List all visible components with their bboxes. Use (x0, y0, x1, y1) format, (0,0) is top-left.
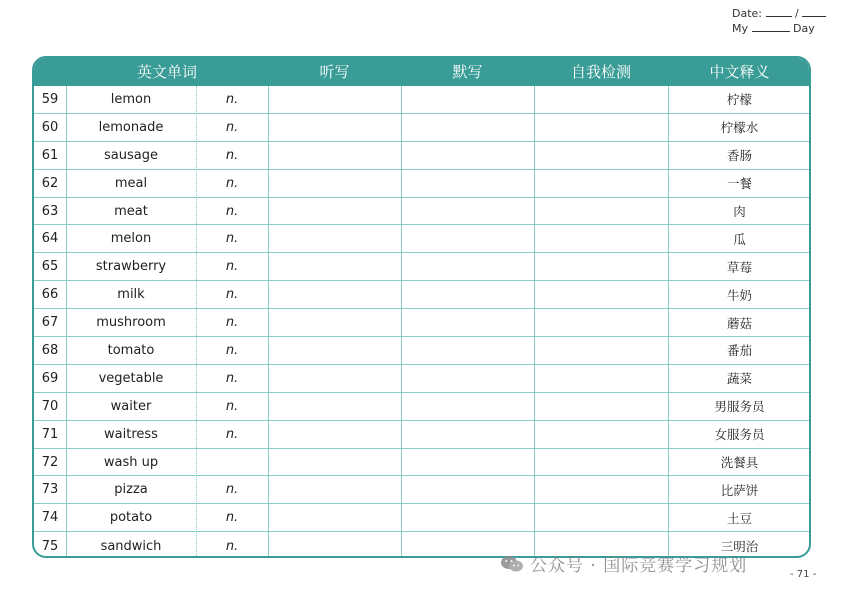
dictation-cell[interactable] (268, 198, 401, 225)
chinese-meaning: 女服务员 (714, 427, 765, 443)
watermark-text: 公众号 · 国际竞赛学习规划 (530, 556, 748, 576)
dictation-cell[interactable] (268, 86, 401, 113)
chinese-meaning: 比萨饼 (720, 482, 759, 498)
written-recall-cell[interactable] (401, 114, 534, 141)
chinese-meaning: 三明治 (720, 539, 759, 555)
english-word: lemon (110, 91, 152, 107)
part-of-speech: n. (225, 91, 239, 107)
written-recall-cell[interactable] (401, 421, 534, 448)
written-recall-cell[interactable] (401, 170, 534, 197)
dictation-cell[interactable] (268, 114, 401, 141)
day-count-blank (752, 21, 790, 32)
english-word: meat (114, 203, 148, 219)
table-row (34, 142, 809, 170)
table-row (34, 309, 809, 337)
watermark (500, 551, 747, 576)
row-number: 61 (41, 147, 59, 163)
table-row (34, 225, 809, 253)
part-of-speech: n. (225, 175, 239, 191)
self-check-cell[interactable] (534, 504, 668, 531)
part-of-speech: n. (225, 398, 239, 414)
row-number: 66 (41, 287, 59, 303)
english-word: potato (109, 510, 153, 526)
date-block (732, 6, 826, 36)
written-recall-cell[interactable] (401, 309, 534, 336)
row-number: 63 (41, 203, 59, 219)
dictation-cell[interactable] (268, 170, 401, 197)
table-row (34, 449, 809, 477)
dictation-cell[interactable] (268, 393, 401, 420)
english-word: sandwich (100, 538, 162, 554)
dictation-cell[interactable] (268, 309, 401, 336)
row-number: 67 (41, 315, 59, 331)
table-row (34, 198, 809, 226)
table-row (34, 86, 809, 114)
row-number: 72 (41, 454, 59, 470)
self-check-cell[interactable] (534, 449, 668, 476)
date-line (732, 6, 826, 21)
header-chinese-meaning: 中文释义 (709, 63, 770, 81)
chinese-meaning: 柠檬 (726, 92, 752, 108)
written-recall-cell[interactable] (401, 86, 534, 113)
self-check-cell[interactable] (534, 309, 668, 336)
chinese-meaning: 洗餐具 (720, 455, 759, 471)
english-word: lemonade (98, 119, 164, 135)
written-recall-cell[interactable] (401, 449, 534, 476)
written-recall-cell[interactable] (401, 225, 534, 252)
english-word: meal (114, 175, 148, 191)
chinese-meaning: 蘑菇 (726, 315, 752, 331)
dictation-cell[interactable] (268, 253, 401, 280)
self-check-cell[interactable] (534, 198, 668, 225)
self-check-cell[interactable] (534, 86, 668, 113)
part-of-speech: n. (225, 510, 239, 526)
self-check-cell[interactable] (534, 142, 668, 169)
chinese-meaning: 瓜 (733, 231, 746, 247)
table-row (34, 421, 809, 449)
table-row (34, 170, 809, 198)
date-month-blank (766, 6, 792, 17)
english-word: strawberry (95, 259, 167, 275)
table-row (34, 337, 809, 365)
part-of-speech: n. (225, 203, 239, 219)
part-of-speech: n. (225, 482, 239, 498)
date-label: Date: (732, 7, 762, 20)
table-row (34, 253, 809, 281)
part-of-speech: n. (225, 119, 239, 135)
self-check-cell[interactable] (534, 170, 668, 197)
header-self-check: 自我检测 (570, 63, 631, 81)
dictation-cell[interactable] (268, 337, 401, 364)
dictation-cell[interactable] (268, 504, 401, 531)
day-label: Day (793, 22, 815, 35)
row-number: 62 (41, 175, 59, 191)
chinese-meaning: 蔬菜 (726, 371, 752, 387)
row-number: 68 (41, 342, 59, 358)
chinese-meaning: 香肠 (726, 148, 752, 164)
english-word: tomato (107, 342, 155, 358)
chinese-meaning: 番茄 (726, 343, 752, 359)
english-word: mushroom (96, 315, 166, 331)
written-recall-cell[interactable] (401, 365, 534, 392)
chinese-meaning: 草莓 (726, 259, 752, 275)
chinese-meaning: 牛奶 (726, 287, 752, 303)
written-recall-cell[interactable] (401, 253, 534, 280)
part-of-speech: n. (225, 426, 239, 442)
vocabulary-table (32, 56, 811, 558)
row-number: 59 (41, 91, 59, 107)
table-row (34, 393, 809, 421)
part-of-speech: n. (225, 231, 239, 247)
row-number: 73 (41, 482, 59, 498)
english-word: milk (117, 287, 145, 303)
part-of-speech: n. (225, 342, 239, 358)
written-recall-cell[interactable] (401, 198, 534, 225)
table-body (34, 86, 809, 558)
part-of-speech: n. (225, 287, 239, 303)
wechat-icon (500, 555, 524, 573)
part-of-speech: n. (225, 147, 239, 163)
self-check-cell[interactable] (534, 114, 668, 141)
english-word: waiter (110, 398, 152, 414)
chinese-meaning: 一餐 (726, 176, 752, 192)
dictation-cell[interactable] (268, 421, 401, 448)
self-check-cell[interactable] (534, 421, 668, 448)
written-recall-cell[interactable] (401, 476, 534, 503)
dictation-cell[interactable] (268, 449, 401, 476)
self-check-cell[interactable] (534, 253, 668, 280)
dictation-cell[interactable] (268, 142, 401, 169)
english-word: waitress (104, 426, 158, 442)
english-word: wash up (103, 454, 159, 470)
self-check-cell[interactable] (534, 476, 668, 503)
row-number: 74 (41, 510, 59, 526)
written-recall-cell[interactable] (401, 281, 534, 308)
self-check-cell[interactable] (534, 393, 668, 420)
part-of-speech: n. (225, 370, 239, 386)
self-check-cell[interactable] (534, 281, 668, 308)
table-row (34, 476, 809, 504)
part-of-speech: n. (225, 315, 239, 331)
row-number: 71 (41, 426, 59, 442)
chinese-meaning: 土豆 (726, 510, 752, 526)
my-label: My (732, 22, 749, 35)
english-word: vegetable (98, 370, 164, 386)
dictation-cell[interactable] (268, 225, 401, 252)
table-row (34, 114, 809, 142)
english-word: melon (110, 231, 152, 247)
part-of-speech: n. (225, 259, 239, 275)
table-row (34, 365, 809, 393)
written-recall-cell[interactable] (401, 337, 534, 364)
dictation-cell[interactable] (268, 365, 401, 392)
chinese-meaning: 男服务员 (714, 399, 765, 415)
english-word: sausage (104, 147, 158, 163)
written-recall-cell[interactable] (401, 393, 534, 420)
part-of-speech: n. (225, 538, 239, 554)
dictation-cell[interactable] (268, 532, 401, 558)
self-check-cell[interactable] (534, 225, 668, 252)
written-recall-cell[interactable] (401, 504, 534, 531)
self-check-cell[interactable] (534, 337, 668, 364)
part-of-speech (196, 449, 268, 476)
chinese-meaning: 柠檬水 (720, 120, 759, 136)
page-number: - 71 - (790, 569, 817, 580)
row-number: 70 (41, 398, 59, 414)
table-row (34, 281, 809, 309)
date-day-blank (802, 6, 826, 17)
self-check-cell[interactable] (534, 365, 668, 392)
header-english-word: 英文单词 (136, 63, 197, 81)
row-number: 64 (41, 231, 59, 247)
header-written-recall: 默写 (452, 63, 483, 81)
row-number: 69 (41, 370, 59, 386)
table-header (34, 58, 809, 86)
header-dictation: 听写 (319, 63, 350, 81)
date-separator: / (795, 7, 799, 20)
chinese-meaning: 肉 (733, 204, 746, 219)
row-number: 65 (41, 259, 59, 275)
dictation-cell[interactable] (268, 281, 401, 308)
row-number: 75 (41, 538, 59, 554)
table-row (34, 504, 809, 532)
dictation-cell[interactable] (268, 476, 401, 503)
written-recall-cell[interactable] (401, 142, 534, 169)
english-word: pizza (114, 482, 148, 498)
my-day-line (732, 21, 826, 36)
row-number: 60 (41, 119, 59, 135)
